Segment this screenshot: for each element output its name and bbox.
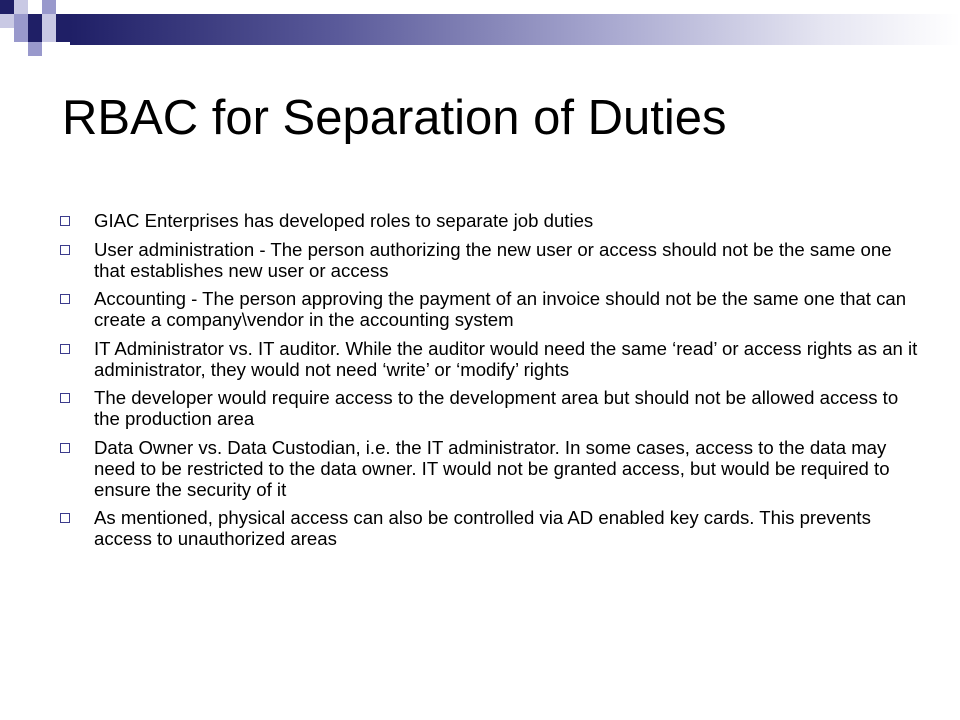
bullet-item [60,239,920,281]
corner-square-light [14,0,28,14]
bullet-item [60,437,920,500]
bullet-item [60,288,920,330]
bullet-text: As mentioned, physical access can also be controlled via AD enabled key cards. This prevents access to unauthorized areas [94,507,871,549]
corner-square-periwinkle [28,42,42,56]
corner-square-periwinkle [14,28,28,42]
square-bullet-icon [60,294,70,304]
corner-square-light [0,14,14,28]
corner-square-light [42,28,56,42]
square-bullet-icon [60,443,70,453]
bullet-text: User administration - The person authorizing the new user or access should not be the same one that establishes new user or access [94,238,892,281]
bullet-text: Data Owner vs. Data Custodian, i.e. the IT administrator. In some cases, access to the data may need to be restricted to the data owner. IT would not be granted access, but would be required to ensure the security of it [94,436,890,500]
square-bullet-icon [60,513,70,523]
bullet-list [60,210,920,557]
square-bullet-icon [60,245,70,255]
corner-square-light [42,14,56,28]
corner-square-navy [28,14,42,28]
bullet-item [60,210,920,231]
bullet-text: The developer would require access to the development area but should not be allowed access to the production area [94,387,899,429]
bullet-item [60,387,920,429]
header-gradient-bar [70,14,960,45]
corner-square-navy [56,28,70,42]
square-bullet-icon [60,344,70,354]
bullet-text: IT Administrator vs. IT auditor. While the auditor would need the same ‘read’ or access rights as an it administrator, they would not need ‘write’ or ‘modify’ rights [94,337,918,380]
corner-square-periwinkle [14,14,28,28]
corner-square-navy [56,14,70,28]
square-bullet-icon [60,216,70,226]
corner-square-navy [28,28,42,42]
bullet-text: Accounting - The person approving the payment of an invoice should not be the same one that can create a company\vendor in the accounting system [94,288,907,330]
square-bullet-icon [60,393,70,403]
corner-square-navy [0,0,14,14]
bullet-text: GIAC Enterprises has developed roles to separate job duties [94,210,594,231]
bullet-item [60,507,920,549]
slide-title: RBAC for Separation of Duties [62,91,727,145]
bullet-item [60,338,920,380]
corner-square-periwinkle [42,0,56,14]
